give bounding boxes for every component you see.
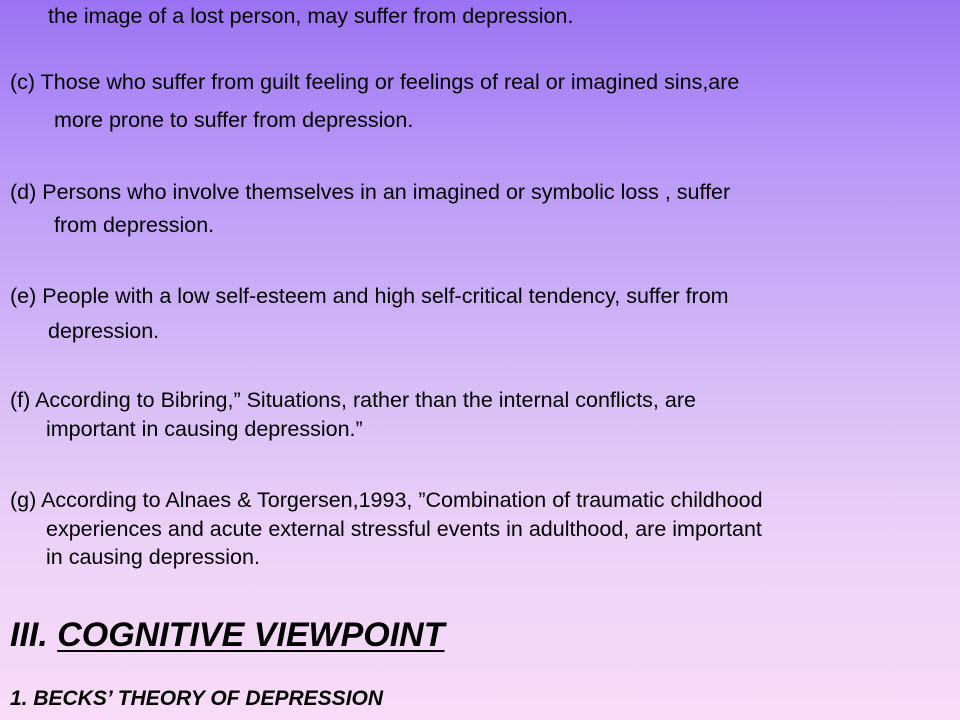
point-d-line-2: from depression. — [54, 213, 215, 237]
point-d-line-1: (d) Persons who involve themselves in an imagined or symbolic loss , suffer — [10, 180, 731, 204]
point-f-line-2: important in causing depression.” — [46, 417, 363, 441]
point-f-line-1: (f) According to Bibring,” Situations, rather than the internal conflicts, are — [10, 388, 696, 412]
point-g-line-1: (g) According to Alnaes & Torgersen,1993, ”Combination of traumatic childhood — [10, 488, 763, 512]
point-c-line-1: (c) Those who suffer from guilt feeling or feelings of real or imagined sins,are — [10, 70, 740, 94]
point-c-line-2: more prone to suffer from depression. — [54, 108, 414, 132]
subheading: 1. BECKS’ THEORY OF DEPRESSION — [10, 687, 384, 710]
section-heading — [10, 616, 444, 654]
section-heading-title: COGNITIVE VIEWPOINT — [57, 616, 445, 654]
point-e-line-2: depression. — [48, 319, 160, 343]
section-heading-number: III. — [10, 616, 58, 654]
point-e-line-1: (e) People with a low self-esteem and high self-critical tendency, suffer from — [10, 284, 729, 308]
point-g-line-3: in causing depression. — [46, 545, 260, 569]
intro-line-2: the image of a lost person, may suffer from depression. — [48, 4, 574, 28]
point-g-line-2: experiences and acute external stressful events in adulthood, are important — [46, 517, 762, 541]
